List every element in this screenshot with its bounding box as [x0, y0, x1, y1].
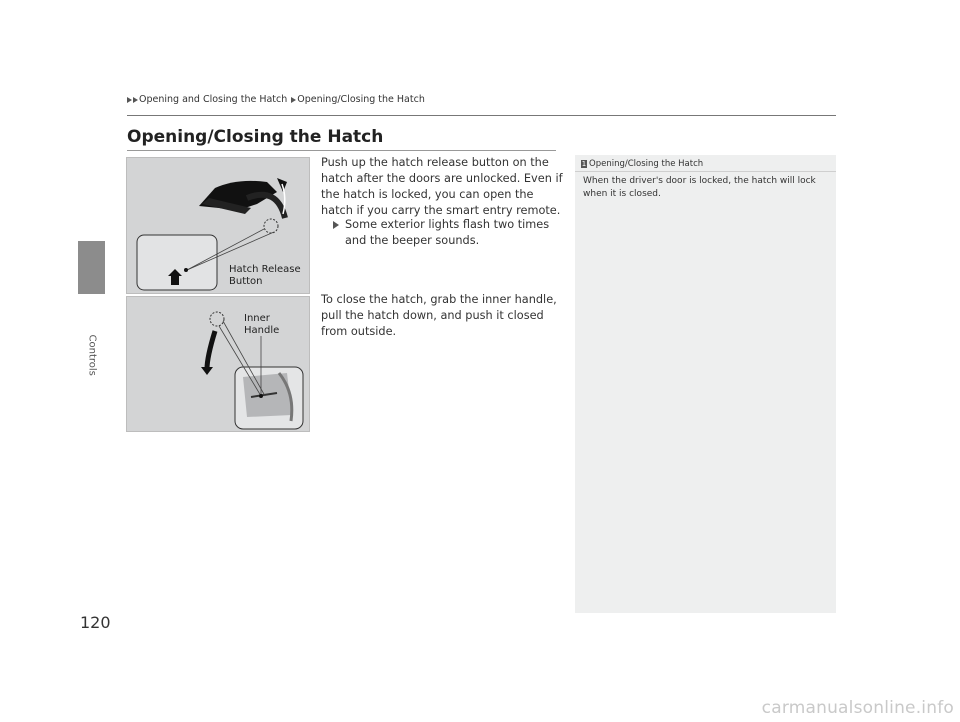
- callout-inner-handle: Inner Handle: [244, 313, 280, 336]
- sidebar-divider: [575, 171, 836, 172]
- instruction-paragraph-open: Push up the hatch release button on the hatch after the doors are unlocked. Even if the hatch is locked, you can open the hatch if you carry the smart entry remote.: [321, 156, 563, 217]
- title-divider: [127, 150, 556, 151]
- callout-hatch-release-button: Hatch Release Button: [229, 264, 301, 287]
- section-side-tab: [78, 241, 105, 294]
- breadcrumb-level1[interactable]: Opening and Closing the Hatch: [139, 94, 288, 105]
- watermark: carmanualsonline.info: [761, 698, 954, 718]
- figure-hatch-release-button: [126, 157, 310, 294]
- section-title: Opening/Closing the Hatch: [127, 127, 384, 147]
- result-note-text: Some exterior lights flash two times and the beeper sounds.: [345, 218, 550, 247]
- sidebar-text: When the driver's door is locked, the hatch will lock when it is closed.: [583, 176, 816, 199]
- figure-inner-handle: [126, 296, 310, 432]
- note-arrow-icon: [333, 221, 339, 229]
- instruction-paragraph-close: To close the hatch, grab the inner handle, pull the hatch down, and push it closed from outside.: [321, 293, 557, 338]
- breadcrumb: [127, 94, 425, 105]
- header-divider: [127, 115, 836, 116]
- breadcrumb-arrow-icon: [133, 97, 138, 103]
- sidebar-heading: [581, 159, 703, 169]
- breadcrumb-arrow-icon: [291, 97, 296, 103]
- page-number: 120: [80, 613, 111, 632]
- sidebar-ref-number: 1: [581, 160, 587, 168]
- sidebar-note: [575, 155, 836, 613]
- sidebar-heading-text: Opening/Closing the Hatch: [589, 159, 704, 169]
- result-note: [333, 217, 563, 249]
- breadcrumb-arrow-icon: [127, 97, 132, 103]
- breadcrumb-level2[interactable]: Opening/Closing the Hatch: [297, 94, 425, 105]
- side-tab-label: Controls: [86, 334, 98, 376]
